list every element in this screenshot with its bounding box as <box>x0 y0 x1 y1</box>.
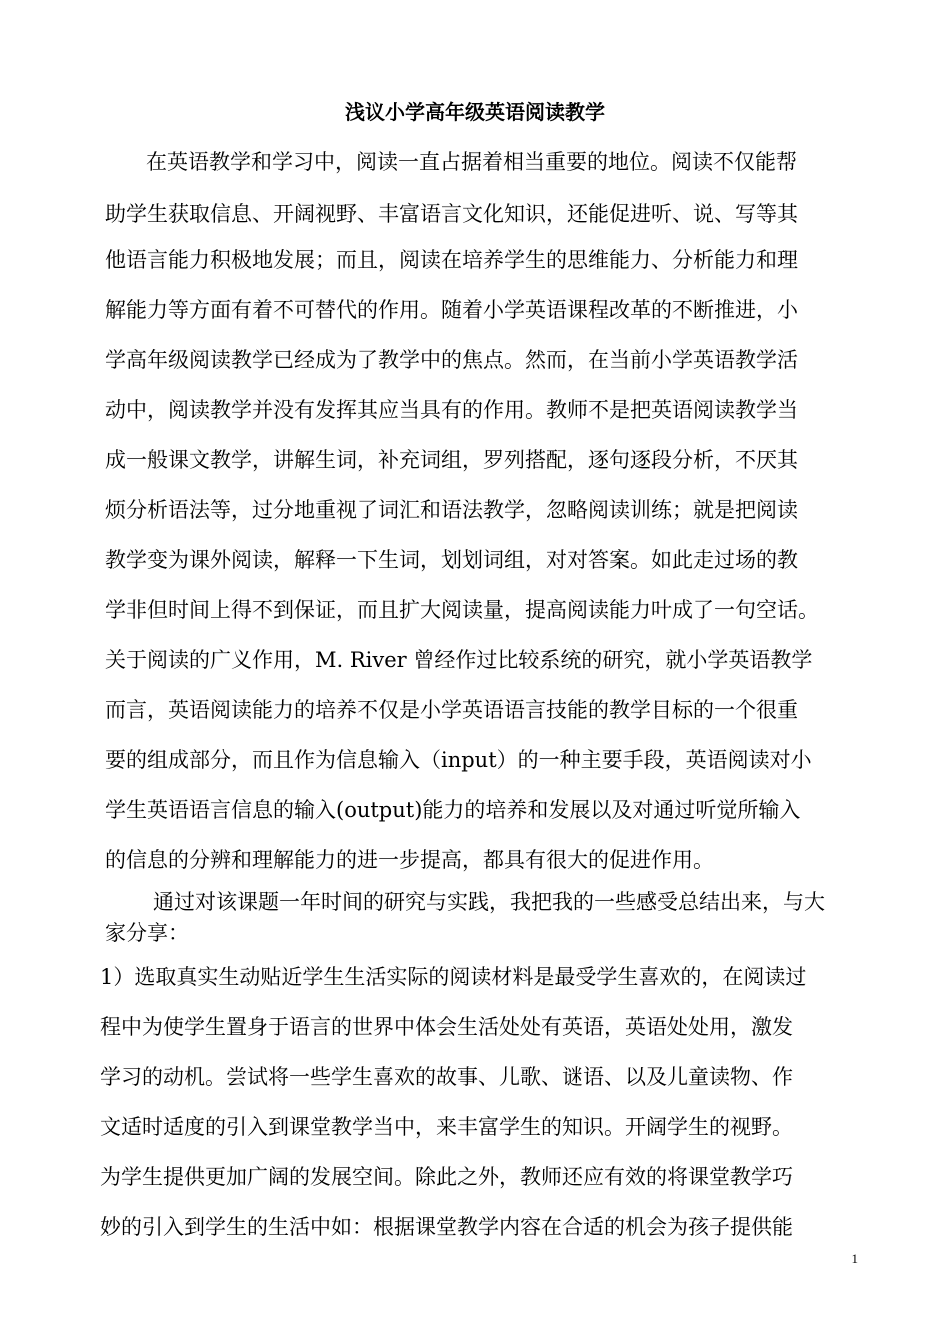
text-line: 文适时适度的引入到课堂教学当中，来丰富学生的知识。开阔学生的视野。 <box>100 1115 793 1139</box>
text-line: 学习的动机。尝试将一些学生喜欢的故事、儿歌、谜语、以及儿童读物、作 <box>100 1065 793 1089</box>
text-line: 家分享： <box>105 921 189 945</box>
page-number: 1 <box>851 1251 858 1266</box>
text-line: 助学生获取信息、开阔视野、丰富语言文化知识，还能促进听、说、写等其 <box>105 202 798 226</box>
text-line: 妙的引入到学生的生活中如：根据课堂教学内容在合适的机会为孩子提供能 <box>100 1215 793 1239</box>
text-line: 为学生提供更加广阔的发展空间。除此之外，教师还应有效的将课堂教学巧 <box>100 1165 793 1189</box>
text-line: 1）选取真实生动贴近学生生活实际的阅读材料是最受学生喜欢的，在阅读过 <box>100 965 807 989</box>
text-line: 他语言能力积极地发展；而且，阅读在培养学生的思维能力、分析能力和理 <box>105 248 798 272</box>
text-line: 学生英语语言信息的输入(output)能力的培养和发展以及对通过听觉所输入 <box>105 798 801 822</box>
text-line: 成一般课文教学，讲解生词，补充词组，罗列搭配，逐句逐段分析，不厌其 <box>105 448 798 472</box>
page-title: 浅议小学高年级英语阅读教学 <box>345 100 605 124</box>
text-line: 在英语教学和学习中，阅读一直占据着相当重要的地位。阅读不仅能帮 <box>146 150 797 174</box>
text-line: 而言，英语阅读能力的培养不仅是小学英语语言技能的教学目标的一个很重 <box>105 698 798 722</box>
text-line: 学高年级阅读教学已经成为了教学中的焦点。然而，在当前小学英语教学活 <box>105 348 798 372</box>
text-line: 烦分析语法等，过分地重视了词汇和语法教学，忽略阅读训练；就是把阅读 <box>105 498 798 522</box>
text-line: 程中为使学生置身于语言的世界中体会生活处处有英语，英语处处用，激发 <box>100 1015 793 1039</box>
text-line: 解能力等方面有着不可替代的作用。随着小学英语课程改革的不断推进，小 <box>105 298 798 322</box>
text-line: 通过对该课题一年时间的研究与实践，我把我的一些感受总结出来，与大 <box>153 890 825 914</box>
text-line: 的信息的分辨和理解能力的进一步提高，都具有很大的促进作用。 <box>105 848 714 872</box>
text-line: 关于阅读的广义作用，M. River 曾经作过比较系统的研究，就小学英语教学 <box>105 648 813 672</box>
text-line: 要的组成部分，而且作为信息输入（input）的一种主要手段，英语阅读对小 <box>105 748 812 772</box>
text-line: 教学变为课外阅读，解释一下生词，划划词组，对对答案。如此走过场的教 <box>105 548 798 572</box>
text-line: 动中，阅读教学并没有发挥其应当具有的作用。教师不是把英语阅读教学当 <box>105 398 798 422</box>
text-line: 学非但时间上得不到保证，而且扩大阅读量，提高阅读能力叶成了一句空话。 <box>105 598 819 622</box>
